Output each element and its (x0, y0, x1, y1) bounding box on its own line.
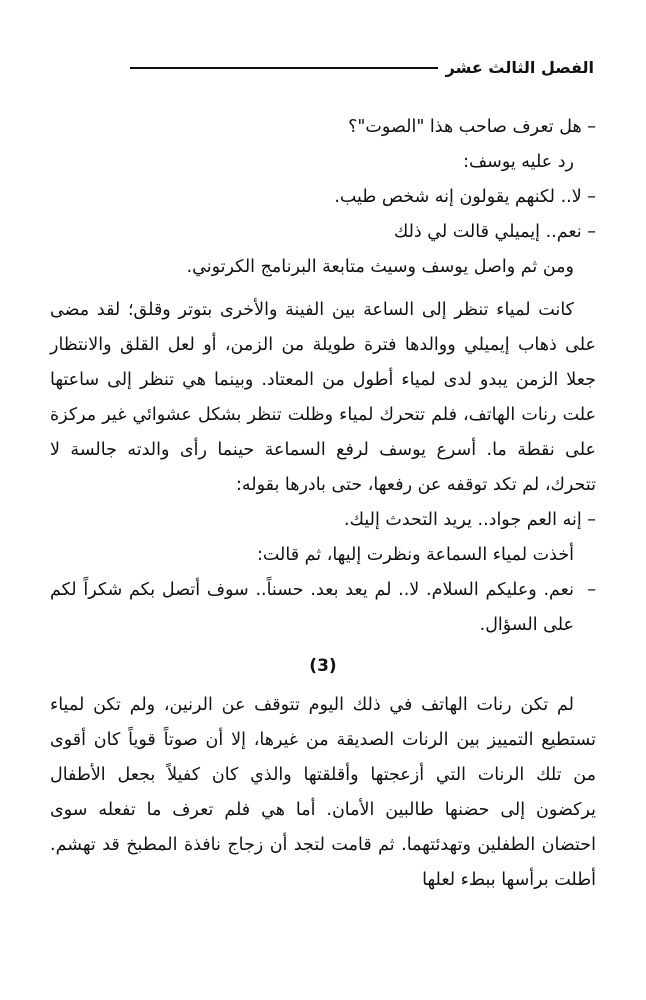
dialog-line: – نعم.. إيميلي قالت لي ذلك (393, 222, 596, 242)
narration-line: أخذت لمياء السماعة ونظرت إليها، ثم قالت: (256, 545, 574, 565)
narration-line: ومن ثم واصل يوسف وسيث متابعة البرنامج الكرتوني. (186, 257, 574, 277)
dialog-dash: – (587, 580, 596, 600)
dialog-text: نعم. وعليكم السلام. لا.. لم يعد بعد. حسناً.. سوف أتصل بكم شكراً لكم على السؤال. (50, 580, 574, 635)
page-header (130, 58, 594, 77)
dialog-line: – إنه العم جواد.. يريد التحدث إليك. (344, 510, 596, 530)
section-number: (3) (309, 656, 337, 676)
paragraph (50, 688, 596, 898)
dialog-line: – لا.. لكنهم يقولون إنه شخص طيب. (334, 187, 596, 207)
page-body (50, 110, 596, 898)
paragraph-text: كانت لمياء تنظر إلى الساعة بين الفينة والأخرى بتوتر وقلق؛ لقد مضى على ذهاب إيميلي ووالدها فترة طويلة من الزمن، أو لعل القلق والانتظار جعلا الزمن يبدو لدى لمياء أطول من المعتاد. وبينما هي تنظر إلى ساعتها علت رنات الهاتف، فلم تتحرك لمياء وظلت تنظر بشكل عشوائي غير مركزة على نقطة ما. أسرع يوسف لرفع السماعة حينما رأى والدته جالسة لا تتحرك، لم تكد توقفه عن رفعها، حتى بادرها بقوله: (50, 300, 596, 495)
paragraph (50, 293, 596, 503)
header-rule (130, 67, 438, 69)
paragraph-text: لم تكن رنات الهاتف في ذلك اليوم تتوقف عن الرنين، ولم تكن لمياء تستطيع التمييز بين الرنات الصديقة من غيرها، إلا أن صوتاً قوياً كان أقوى من تلك الرنات التي أزعجتها وأقلقتها والذي كان كفيلاً بجعل الأطفال يركضون إلى حضنها طالبين الأمان. أما هي فلم تعرف ما تفعله سوى احتضان الطفلين وتهدئتهما. ثم قامت لتجد أن زجاج نافذة المطبخ قد تهشم. أطلت برأسها ببطء لعلها (50, 695, 596, 890)
dialog-block (50, 573, 596, 643)
spacer (50, 285, 596, 293)
narration-line: رد عليه يوسف: (463, 152, 574, 172)
dialog-line: – هل تعرف صاحب هذا "الصوت"؟ (348, 117, 596, 137)
chapter-title: الفصل الثالث عشر (445, 58, 594, 77)
